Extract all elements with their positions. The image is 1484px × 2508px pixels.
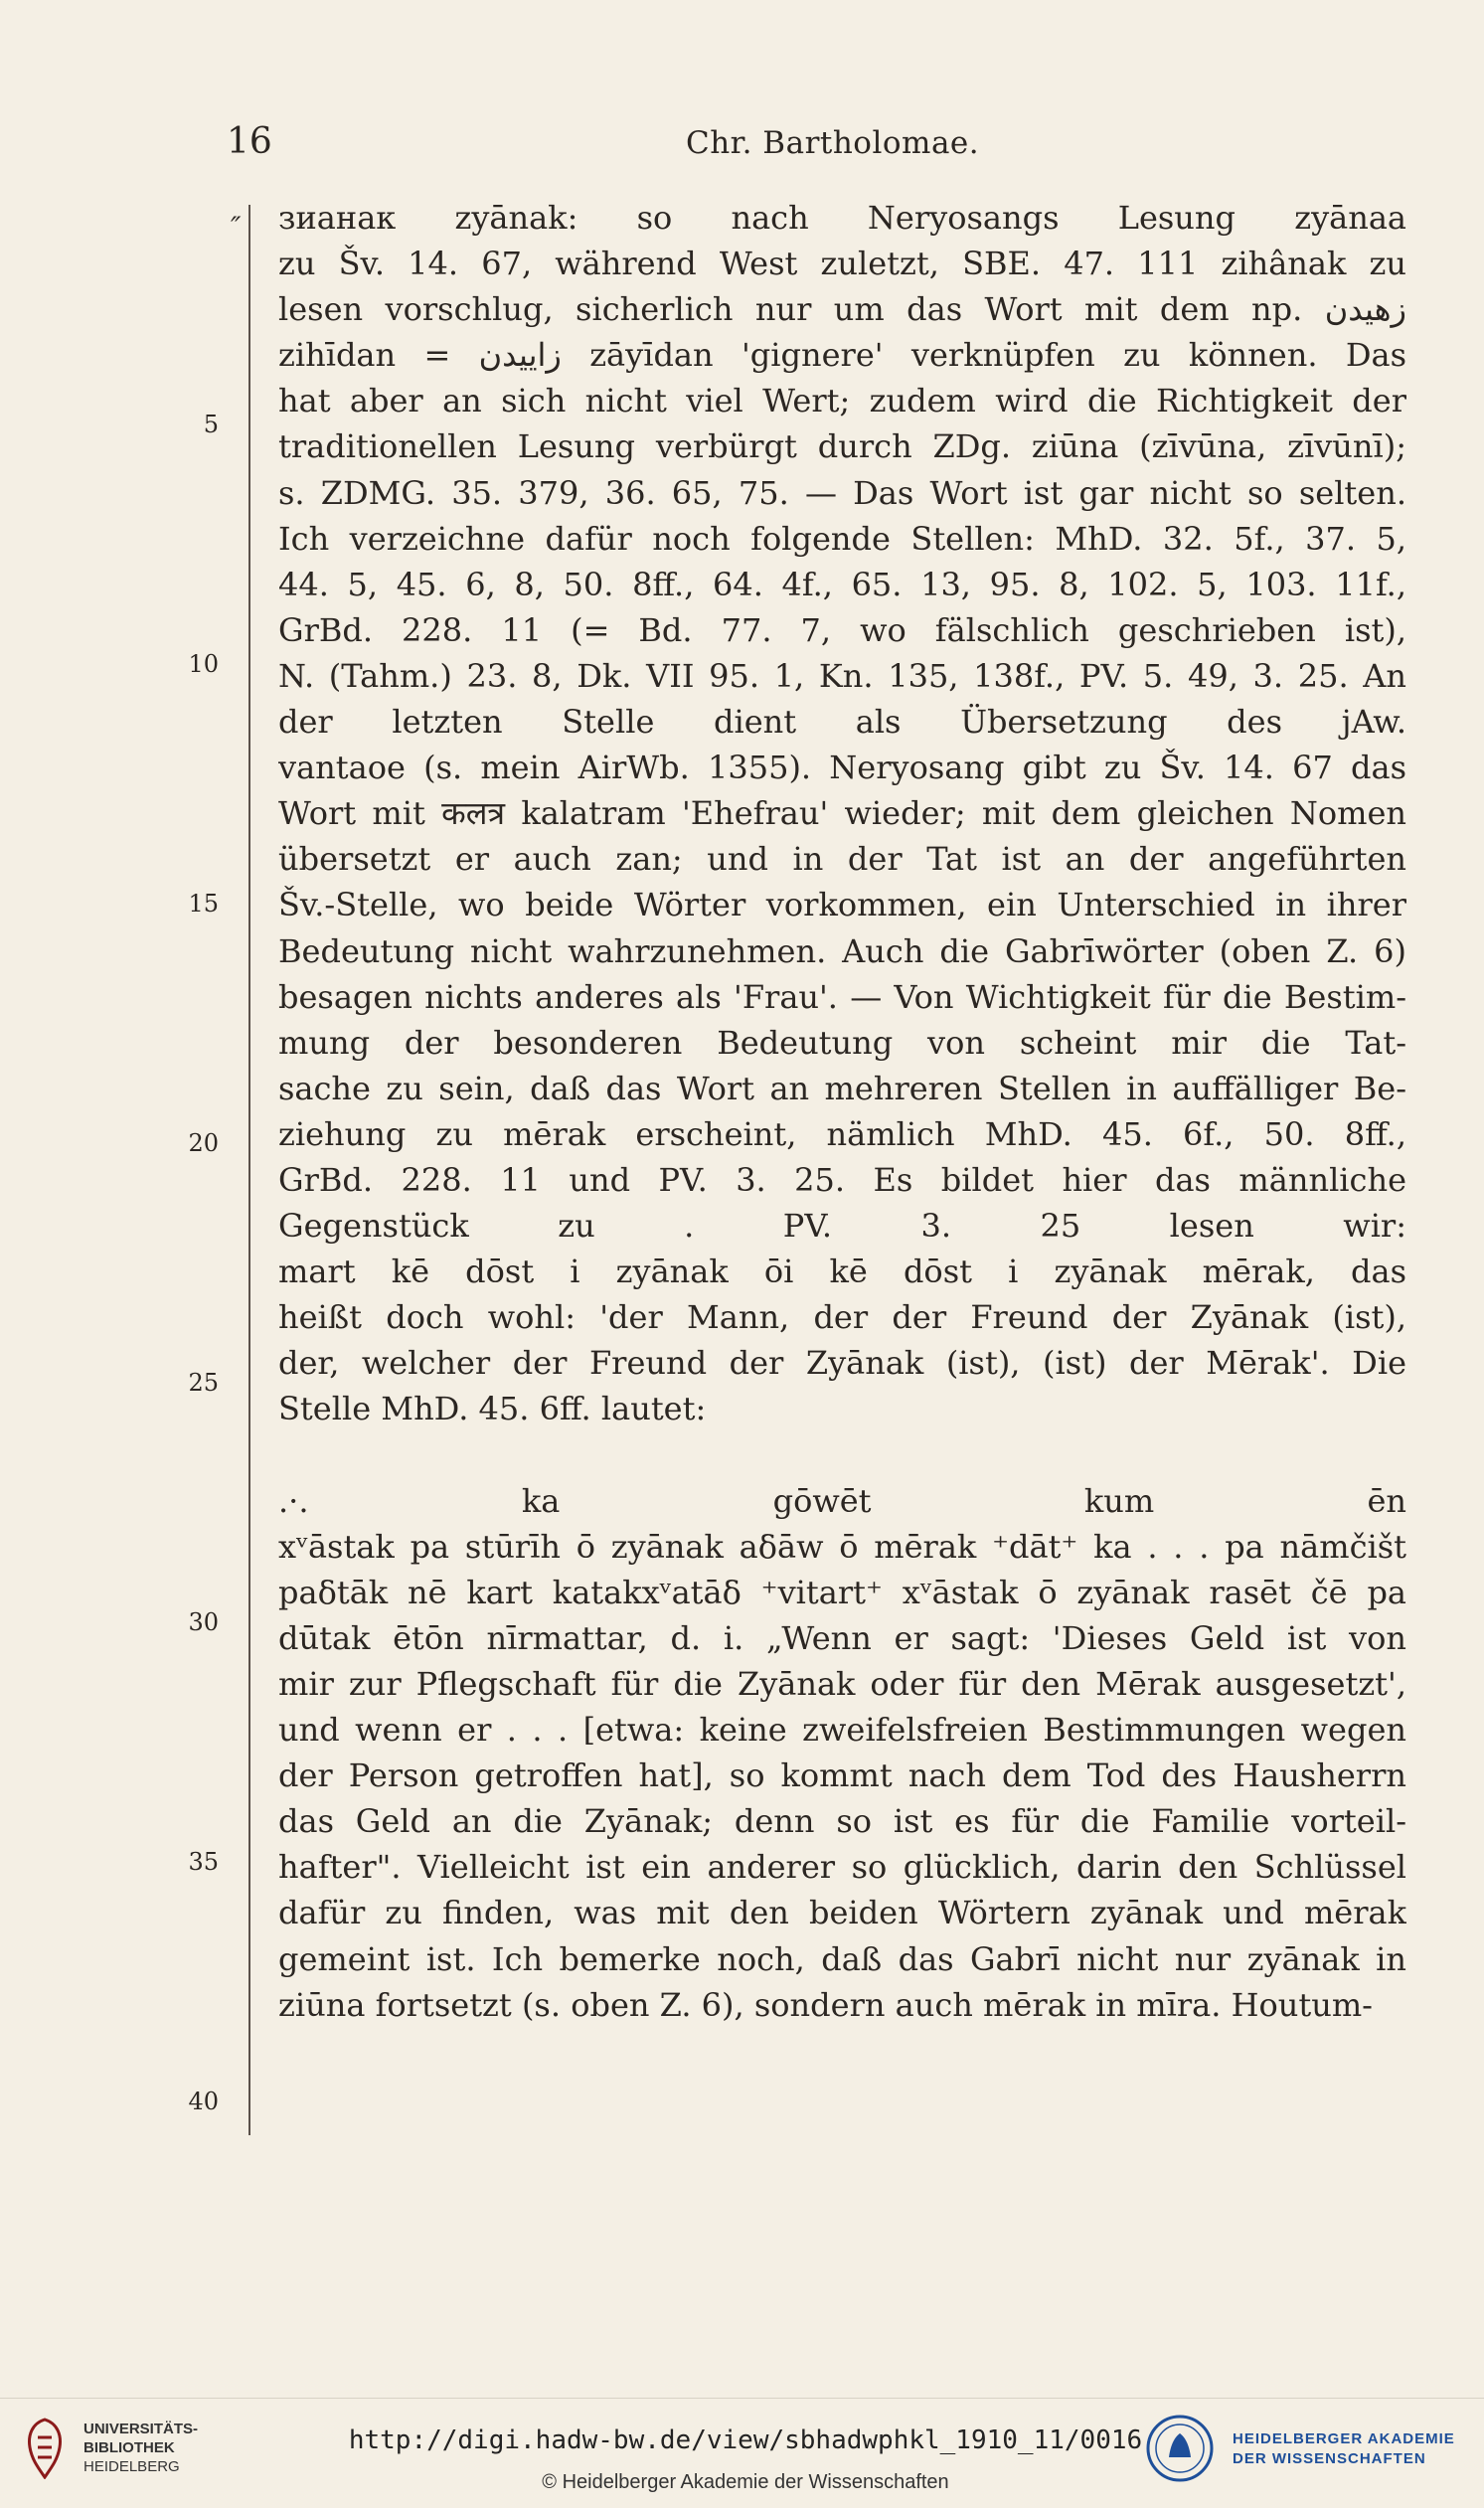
academy-seal-icon [1145, 2414, 1215, 2483]
university-library-logo [22, 2418, 68, 2479]
text-line: N. (Tahm.) 23. 8, Dk. VII 95. 1, Kn. 135, 138f., PV. 5. 49, 3. 25. An [278, 656, 1406, 695]
text-line: .·. ka gōwēt kum ēn [278, 1481, 1406, 1520]
text-line: dafür zu finden, was mit den beiden Wörtern zyānak und mērak [278, 1894, 1406, 1932]
text-line: zu Šv. 14. 67, während West zuletzt, SBE. 47. 111 zihânak zu [278, 245, 1406, 283]
text-line: 44. 5, 45. 6, 8, 50. 8ff., 64. 4f., 65. 13, 95. 8, 102. 5, 103. 11f., [278, 565, 1406, 603]
text-line: der, welcher der Freund der Zyānak (ist), (ist) der Mērak'. Die [278, 1344, 1406, 1383]
text-line: gemeint ist. Ich bemerke noch, daß das Gabrī nicht nur zyānak in [278, 1939, 1406, 1978]
academy-name: HEIDELBERGER AKADEMIE DER WISSENSCHAFTEN [1233, 2430, 1455, 2467]
text-line: Wort mit कलत्र kalatram 'Ehefrau' wieder; mit dem gleichen Nomen [278, 794, 1406, 833]
body-text [278, 195, 1406, 2028]
copyright-notice: © Heidelberger Akademie der Wissenschaften [542, 2471, 949, 2493]
text-line: GrBd. 228. 11 und PV. 3. 25. Es bildet hier das männliche [278, 1160, 1406, 1199]
margin-mark: ″ [231, 211, 242, 244]
text-line: Ich verzeichne dafür noch folgende Stellen: MhD. 32. 5f., 37. 5, [278, 519, 1406, 558]
text-line: hafter". Vielleicht ist ein anderer so glücklich, darin den Schlüssel [278, 1848, 1406, 1887]
text-line: und wenn er . . . [etwa: keine zweifelsfreien Bestimmungen wegen [278, 1711, 1406, 1750]
text-line: paδtāk nē kart katakxᵛatāδ ⁺vitart⁺ xᵛāstak ō zyānak rasēt čē pa [278, 1573, 1406, 1611]
text-line: vantaoe (s. mein AirWb. 1355). Neryosang gibt zu Šv. 14. 67 das [278, 749, 1406, 787]
text-line: besagen nichts anderes als 'Frau'. — Von Wichtigkeit für die Bestim- [278, 977, 1406, 1016]
document-url[interactable]: http://digi.hadw-bw.de/view/sbhadwphkl_1910_11/0016 [348, 2425, 1143, 2455]
line-number-20: 20 [188, 1129, 219, 1157]
text-line: das Geld an die Zyānak; denn so ist es für die Familie vorteil- [278, 1802, 1406, 1841]
text-line: Gegenstück zu . PV. 3. 25 lesen wir: [278, 1207, 1406, 1246]
university-library-name: UNIVERSITÄTS- BIBLIOTHEK HEIDELBERG [83, 2421, 199, 2475]
text-line: der Person getroffen hat], so kommt nach dem Tod des Hausherrn [278, 1756, 1406, 1795]
text-line: mir zur Pflegschaft für die Zyānak oder für den Mērak ausgesetzt', [278, 1665, 1406, 1703]
text-line: traditionellen Lesung verbürgt durch ZDg. ziūna (zīvūna, zīvūnī); [278, 427, 1406, 466]
text-line: ziūna fortsetzt (s. oben Z. 6), sondern auch mērak in mīra. Houtum- [278, 1985, 1373, 2024]
text-line: Šv.-Stelle, wo beide Wörter vorkommen, ein Unterschied in ihrer [278, 886, 1406, 924]
text-line: lesen vorschlug, sicherlich nur um das Wort mit dem np. زهیدن [278, 290, 1406, 329]
text-line: zihīdan = زاییدن zāyīdan 'gignere' verknüpfen zu können. Das [278, 336, 1406, 375]
text-line: der letzten Stelle dient als Übersetzung des jAw. [278, 703, 1406, 742]
line-number-5: 5 [203, 411, 219, 438]
line-number-30: 30 [188, 1608, 219, 1636]
text-line: mung der besonderen Bedeutung von scheint mir die Tat- [278, 1023, 1406, 1062]
text-line: heißt doch wohl: 'der Mann, der der Freund der Zyānak (ist), [278, 1298, 1406, 1337]
text-line: Bedeutung nicht wahrzunehmen. Auch die Gabrīwörter (oben Z. 6) [278, 931, 1406, 970]
running-title: Chr. Bartholomae. [686, 125, 980, 161]
margin-rule [248, 205, 250, 2135]
text-line: sache zu sein, daß das Wort an mehreren Stellen in auffälliger Be- [278, 1069, 1406, 1107]
text-line: übersetzt er auch zan; und in der Tat ist an der angeführten [278, 840, 1406, 879]
text-line: ziehung zu mērak erscheint, nämlich MhD. 45. 6f., 50. 8ff., [278, 1114, 1406, 1153]
text-line: dūtak ētōn nīrmattar, d. i. „Wenn er sagt: 'Dieses Geld ist von [278, 1618, 1406, 1657]
page-number: 16 [227, 121, 272, 162]
text-line: зианак zyānak: so nach Neryosangs Lesung zyānaa [278, 199, 1406, 237]
text-line: Stelle MhD. 45. 6ff. lautet: [278, 1390, 707, 1428]
text-line: s. ZDMG. 35. 379, 36. 65, 75. — Das Wort ist gar nicht so selten. [278, 473, 1406, 512]
line-number-35: 35 [188, 1848, 219, 1876]
line-number-10: 10 [188, 650, 219, 678]
text-line: hat aber an sich nicht viel Wert; zudem wird die Richtigkeit der [278, 382, 1406, 420]
line-number-40: 40 [188, 2088, 219, 2115]
text-line [278, 1432, 1406, 1478]
text-line: mart kē dōst i zyānak ōi kē dōst i zyānak mērak, das [278, 1253, 1406, 1291]
line-number-25: 25 [188, 1369, 219, 1397]
footer-divider [0, 2398, 1484, 2399]
text-line: xᵛāstak pa stūrīh ō zyānak aδāw ō mērak ⁺dāt⁺ ka . . . pa nāmčišt [278, 1527, 1406, 1566]
line-number-15: 15 [188, 890, 219, 918]
text-line: GrBd. 228. 11 (= Bd. 77. 7, wo fälschlich geschrieben ist), [278, 610, 1406, 649]
